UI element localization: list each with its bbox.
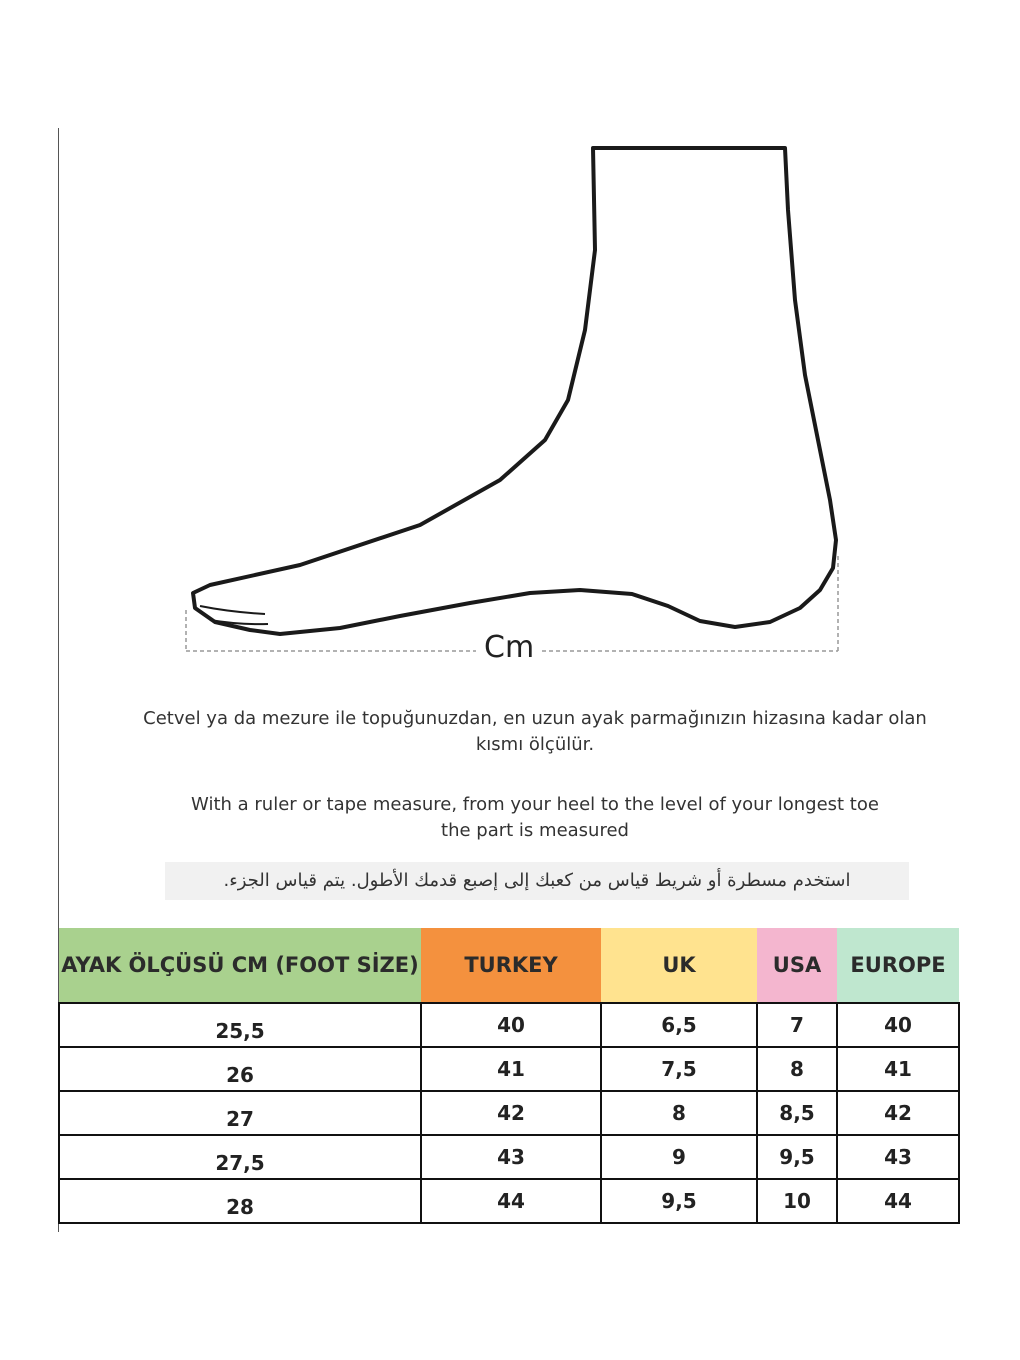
table-row xyxy=(59,1179,959,1223)
foot-outline xyxy=(193,148,836,634)
cell-turkey: 42 xyxy=(421,1091,601,1135)
header-foot-size: AYAK ÖLÇÜSÜ CM (FOOT SİZE) xyxy=(59,928,421,1003)
cell-europe: 40 xyxy=(837,1003,959,1047)
cell-usa: 8,5 xyxy=(757,1091,837,1135)
instruction-turkish: Cetvel ya da mezure ile topuğunuzdan, en uzun ayak parmağınızın hizasına kadar olan kısmı ölçülür. xyxy=(143,708,927,755)
cell-foot-size: 25,5 xyxy=(59,1003,421,1047)
cell-usa: 7 xyxy=(757,1003,837,1047)
cell-europe: 44 xyxy=(837,1179,959,1223)
cell-uk: 9 xyxy=(601,1135,757,1179)
cell-foot-size: 27 xyxy=(59,1091,421,1135)
cell-uk: 8 xyxy=(601,1091,757,1135)
toe-line-1 xyxy=(200,606,265,614)
cell-foot-size: 28 xyxy=(59,1179,421,1223)
size-chart-table xyxy=(58,928,960,1224)
cell-turkey: 41 xyxy=(421,1047,601,1091)
cell-europe: 42 xyxy=(837,1091,959,1135)
cell-usa: 9,5 xyxy=(757,1135,837,1179)
cell-foot-size: 27,5 xyxy=(59,1135,421,1179)
cell-uk: 7,5 xyxy=(601,1047,757,1091)
instruction-english-line1: With a ruler or tape measure, from your heel to the level of your longest toe xyxy=(191,794,879,815)
table-row xyxy=(59,1003,959,1047)
measurement-unit-label: Cm xyxy=(484,630,535,665)
table-row xyxy=(59,1047,959,1091)
instruction-arabic: استخدم مسطرة أو شريط قياس من كعبك إلى إصبع قدمك الأطول. يتم قياس الجزء. xyxy=(165,862,909,900)
instruction-english-line2: the part is measured xyxy=(441,820,629,841)
cell-turkey: 44 xyxy=(421,1179,601,1223)
header-europe: EUROPE xyxy=(837,928,959,1003)
header-uk: UK xyxy=(601,928,757,1003)
header-usa: USA xyxy=(757,928,837,1003)
cell-uk: 9,5 xyxy=(601,1179,757,1223)
cell-turkey: 40 xyxy=(421,1003,601,1047)
table-header-row xyxy=(59,928,959,1003)
cell-europe: 43 xyxy=(837,1135,959,1179)
cell-europe: 41 xyxy=(837,1047,959,1091)
cell-usa: 8 xyxy=(757,1047,837,1091)
cell-foot-size: 26 xyxy=(59,1047,421,1091)
instruction-english xyxy=(130,792,940,844)
table-row xyxy=(59,1135,959,1179)
cell-uk: 6,5 xyxy=(601,1003,757,1047)
cell-usa: 10 xyxy=(757,1179,837,1223)
cell-turkey: 43 xyxy=(421,1135,601,1179)
header-turkey: TURKEY xyxy=(421,928,601,1003)
table-row xyxy=(59,1091,959,1135)
